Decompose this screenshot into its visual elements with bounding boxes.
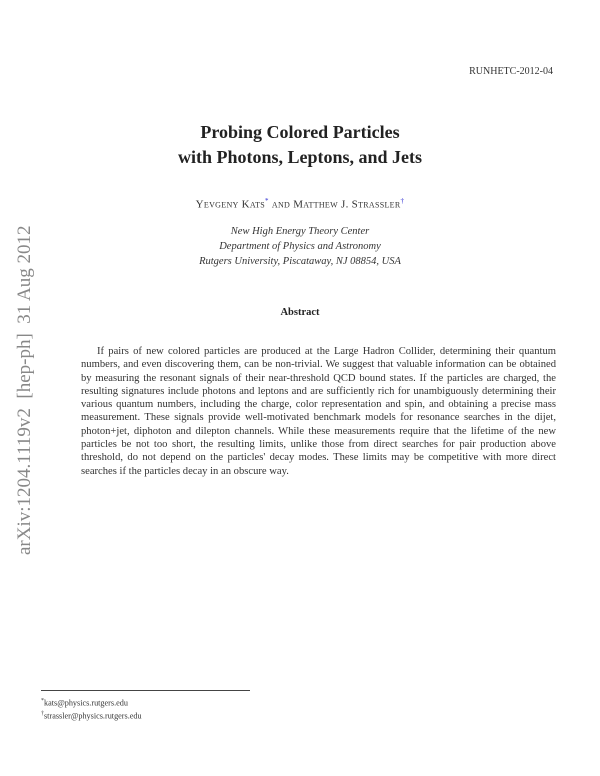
report-number: RUNHETC-2012-04	[469, 66, 553, 77]
abstract-text: If pairs of new colored particles are produced at the Large Hadron Collider, determining their quantum numbers, and even discovering them, can be non-trivial. We suggest that valuable information can be obtained by measuring the resonant signals of their near-threshold QCD bound states. If the particles are charged, the resulting signatures include photons and leptons and are sufficiently rich for unambiguously determining their various quantum numbers, including the charge, color representation and spin, and obtaining a precise mass measurement. These signals provide well-motivated benchmark models for resonance searches in the dijet, photon+jet, diphoton and dilepton channels. While these measurements require that the lifetime of the new particles be not too short, the resulting limits, unlike those from direct searches for pair production above threshold, do not depend on the particles' decay modes. These limits may be competitive with more direct searches if the particles decay in an obscure way.	[81, 346, 556, 477]
footnote	[41, 696, 142, 709]
title-line-1: Probing Colored Particles	[200, 122, 400, 142]
arxiv-stamp: arXiv:1204.1119v2 [hep-ph] 31 Aug 2012	[14, 225, 35, 555]
footnote-email[interactable]: strassler@physics.rutgers.edu	[44, 711, 142, 721]
author-name: Yevgeny Kats	[195, 198, 266, 211]
author-list	[0, 197, 600, 211]
abstract-heading: Abstract	[280, 307, 320, 318]
affiliation-line: Department of Physics and Astronomy	[219, 241, 381, 252]
footnote-mark: †	[41, 710, 44, 717]
footnotes	[41, 696, 142, 721]
footnote-mark: *	[41, 698, 44, 704]
affiliation	[0, 224, 600, 269]
author-conjunction: and	[268, 198, 294, 211]
footnote-divider	[41, 690, 250, 691]
affiliation-line: New High Energy Theory Center	[230, 226, 370, 237]
footnote-email[interactable]: kats@physics.rutgers.edu	[44, 698, 128, 708]
footnote-link[interactable]: †	[400, 197, 405, 205]
affiliation-line: Rutgers University, Piscataway, NJ 08854, USA	[199, 256, 401, 267]
footnote	[41, 709, 142, 722]
author-name: Matthew J. Strassler	[293, 198, 401, 211]
title-line-2: with Photons, Leptons, and Jets	[177, 147, 423, 167]
footnote-link[interactable]: *	[265, 197, 269, 205]
paper-title	[0, 120, 600, 170]
